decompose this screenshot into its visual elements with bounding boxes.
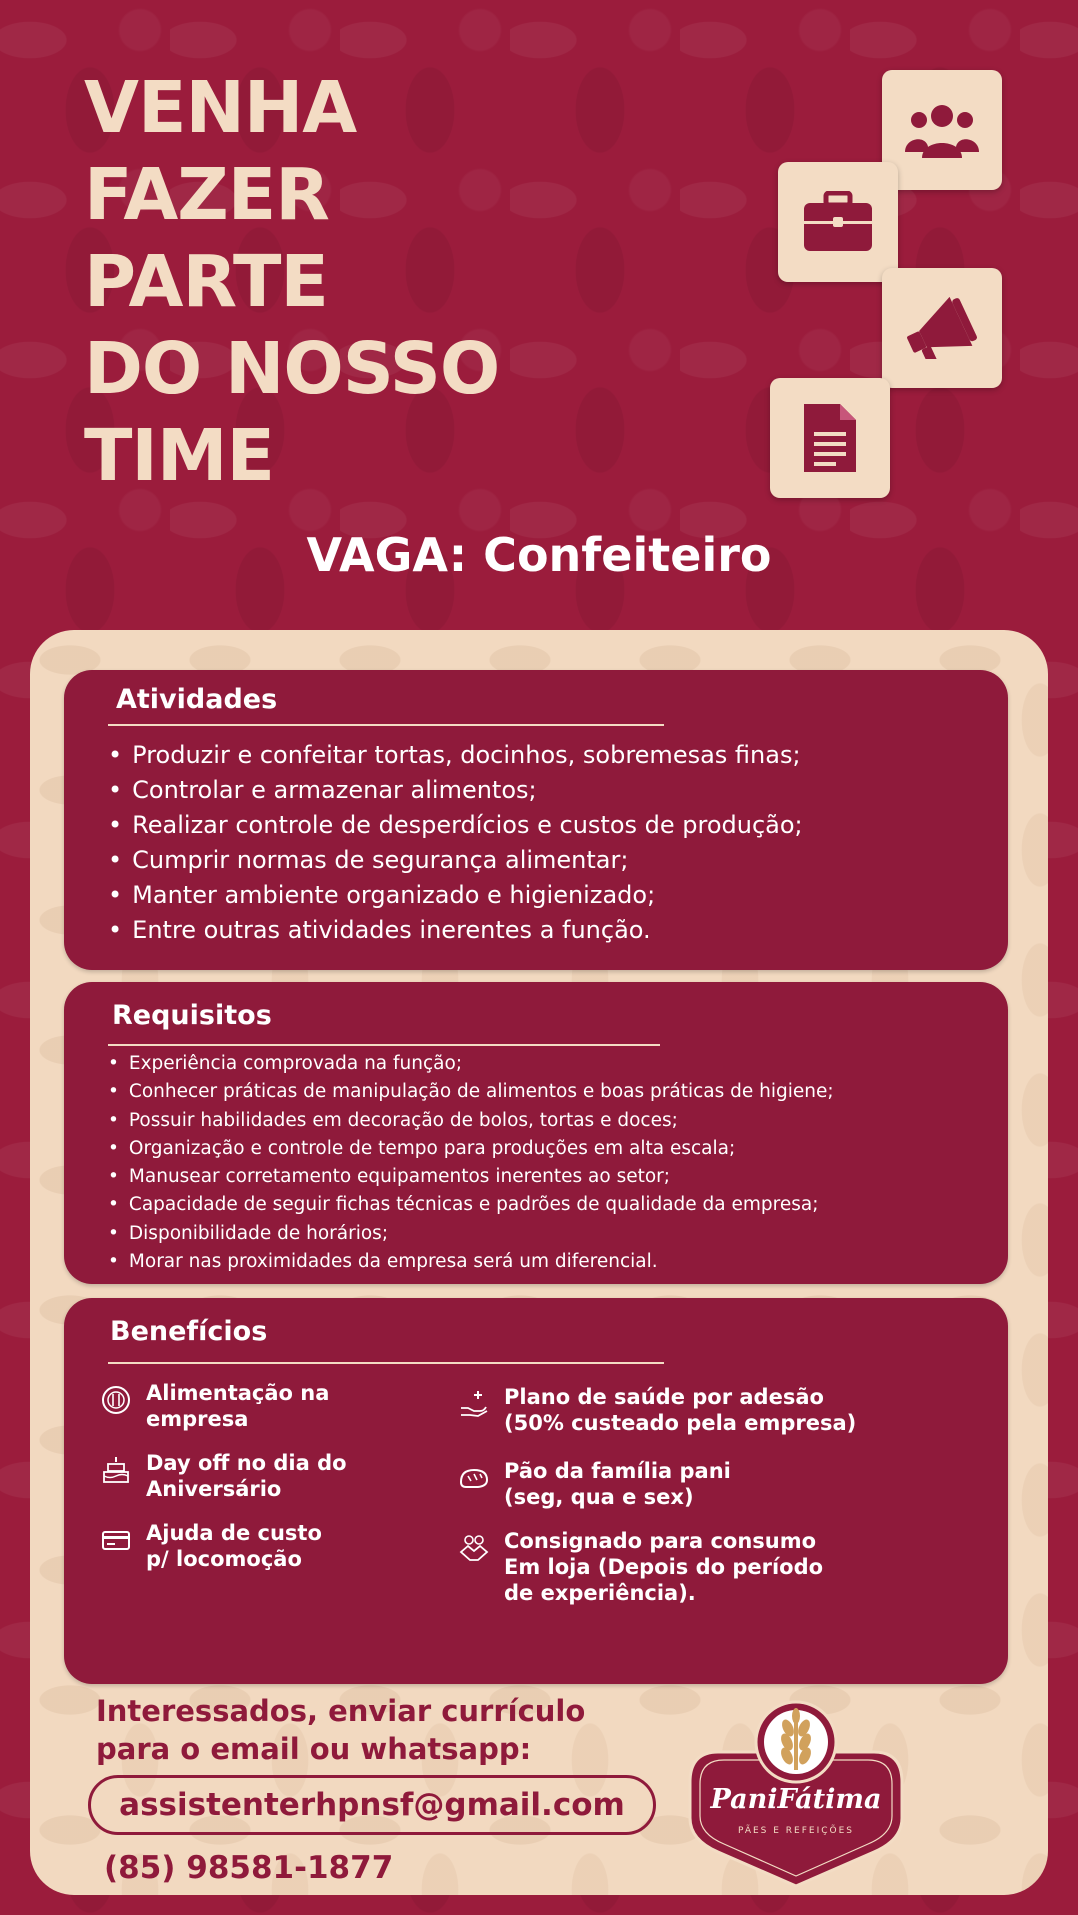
team-icon — [904, 100, 980, 160]
beneficios-divider — [108, 1362, 664, 1364]
benefit-ajuda-line-1: Ajuda de custo — [146, 1521, 322, 1545]
handshake-icon — [458, 1532, 490, 1564]
contact-lead-line-1: Interessados, enviar currículo — [96, 1694, 586, 1728]
benefit-alimentacao-line-2: empresa — [146, 1407, 249, 1431]
list-item: • Capacidade de seguir fichas técnicas e padrões de qualidade da empresa; — [108, 1191, 834, 1219]
list-item: • Controlar e armazenar alimentos; — [108, 773, 803, 808]
headline-line-3: PARTE — [84, 240, 328, 323]
benefit-pao — [458, 1458, 731, 1510]
list-item: • Produzir e confeitar tortas, docinhos, sobremesas finas; — [108, 738, 803, 773]
atividades-list — [108, 738, 803, 948]
benefit-saude — [458, 1384, 856, 1436]
list-item: • Realizar controle de desperdícios e custos de produção; — [108, 808, 803, 843]
cake-icon — [100, 1454, 132, 1486]
job-title: VAGA: Confeiteiro — [306, 528, 772, 582]
briefcase-icon — [802, 191, 874, 253]
list-item: • Manusear corretamento equipamentos inerentes ao setor; — [108, 1163, 834, 1191]
team-icon-tile — [882, 70, 1002, 190]
list-item: • Organização e controle de tempo para produções em alta escala; — [108, 1135, 834, 1163]
logo-tagline: PÃES E REFEIÇÕES — [737, 1826, 855, 1836]
benefit-saude-line-1: Plano de saúde por adesão — [504, 1385, 824, 1409]
requisitos-card — [64, 982, 1008, 1284]
list-item: • Possuir habilidades em decoração de bolos, tortas e doces; — [108, 1107, 834, 1135]
benefit-alimentacao-line-1: Alimentação na — [146, 1381, 330, 1405]
phone-link[interactable]: (85) 98581-1877 — [104, 1850, 394, 1886]
health-hand-icon — [458, 1388, 490, 1420]
atividades-card — [64, 670, 1008, 970]
list-item: • Conhecer práticas de manipulação de alimentos e boas práticas de higiene; — [108, 1078, 834, 1106]
requisitos-title: Requisitos — [112, 1000, 272, 1031]
megaphone-icon — [900, 297, 984, 359]
benefit-dayoff-line-2: Aniversário — [146, 1477, 282, 1501]
list-item: • Cumprir normas de segurança alimentar; — [108, 843, 803, 878]
document-icon — [800, 402, 860, 474]
list-item: • Experiência comprovada na função; — [108, 1050, 834, 1078]
benefit-dayoff — [100, 1450, 347, 1502]
benefit-ajuda — [100, 1520, 322, 1572]
contact-lead-line-2: para o email ou whatsapp: — [96, 1732, 532, 1766]
headline-line-1: VENHA — [84, 66, 357, 149]
benefit-consignado-line-2: Em loja (Depois do período — [504, 1555, 824, 1579]
list-item: • Disponibilidade de horários; — [108, 1220, 834, 1248]
benefit-consignado-line-1: Consignado para consumo — [504, 1529, 817, 1553]
briefcase-icon-tile — [778, 162, 898, 282]
benefit-consignado-line-3: de experiência). — [504, 1581, 696, 1605]
list-item: • Morar nas proximidades da empresa será um diferencial. — [108, 1248, 834, 1276]
beneficios-title: Benefícios — [110, 1316, 268, 1347]
benefit-dayoff-line-1: Day off no dia do — [146, 1451, 347, 1475]
megaphone-icon-tile — [882, 268, 1002, 388]
requisitos-divider — [108, 1044, 660, 1046]
benefit-consignado — [458, 1528, 823, 1606]
card-icon — [100, 1524, 132, 1556]
headline-line-2: FAZER — [84, 153, 329, 236]
atividades-divider — [108, 724, 664, 726]
benefit-pao-line-1: Pão da família pani — [504, 1459, 731, 1483]
headline-line-5: TIME — [84, 414, 275, 497]
bread-icon — [458, 1462, 490, 1494]
logo-name: PaniFátima — [710, 1784, 882, 1815]
plate-cutlery-icon — [100, 1384, 132, 1416]
list-item: • Entre outras atividades inerentes a função. — [108, 913, 803, 948]
benefit-alimentacao — [100, 1380, 329, 1432]
benefit-pao-line-2: (seg, qua e sex) — [504, 1485, 694, 1509]
email-link[interactable]: assistenterhpnsf@gmail.com — [88, 1775, 656, 1835]
panifatima-logo — [676, 1690, 916, 1890]
benefit-saude-line-2: (50% custeado pela empresa) — [504, 1411, 857, 1435]
beneficios-card — [64, 1298, 1008, 1684]
atividades-title: Atividades — [116, 684, 278, 715]
contact-lead — [96, 1692, 585, 1768]
headline-line-4: DO NOSSO — [84, 327, 500, 410]
document-icon-tile — [770, 378, 890, 498]
list-item: • Manter ambiente organizado e higienizado; — [108, 878, 803, 913]
headline — [84, 64, 499, 499]
benefit-ajuda-line-2: p/ locomoção — [146, 1547, 302, 1571]
requisitos-list — [108, 1050, 834, 1276]
